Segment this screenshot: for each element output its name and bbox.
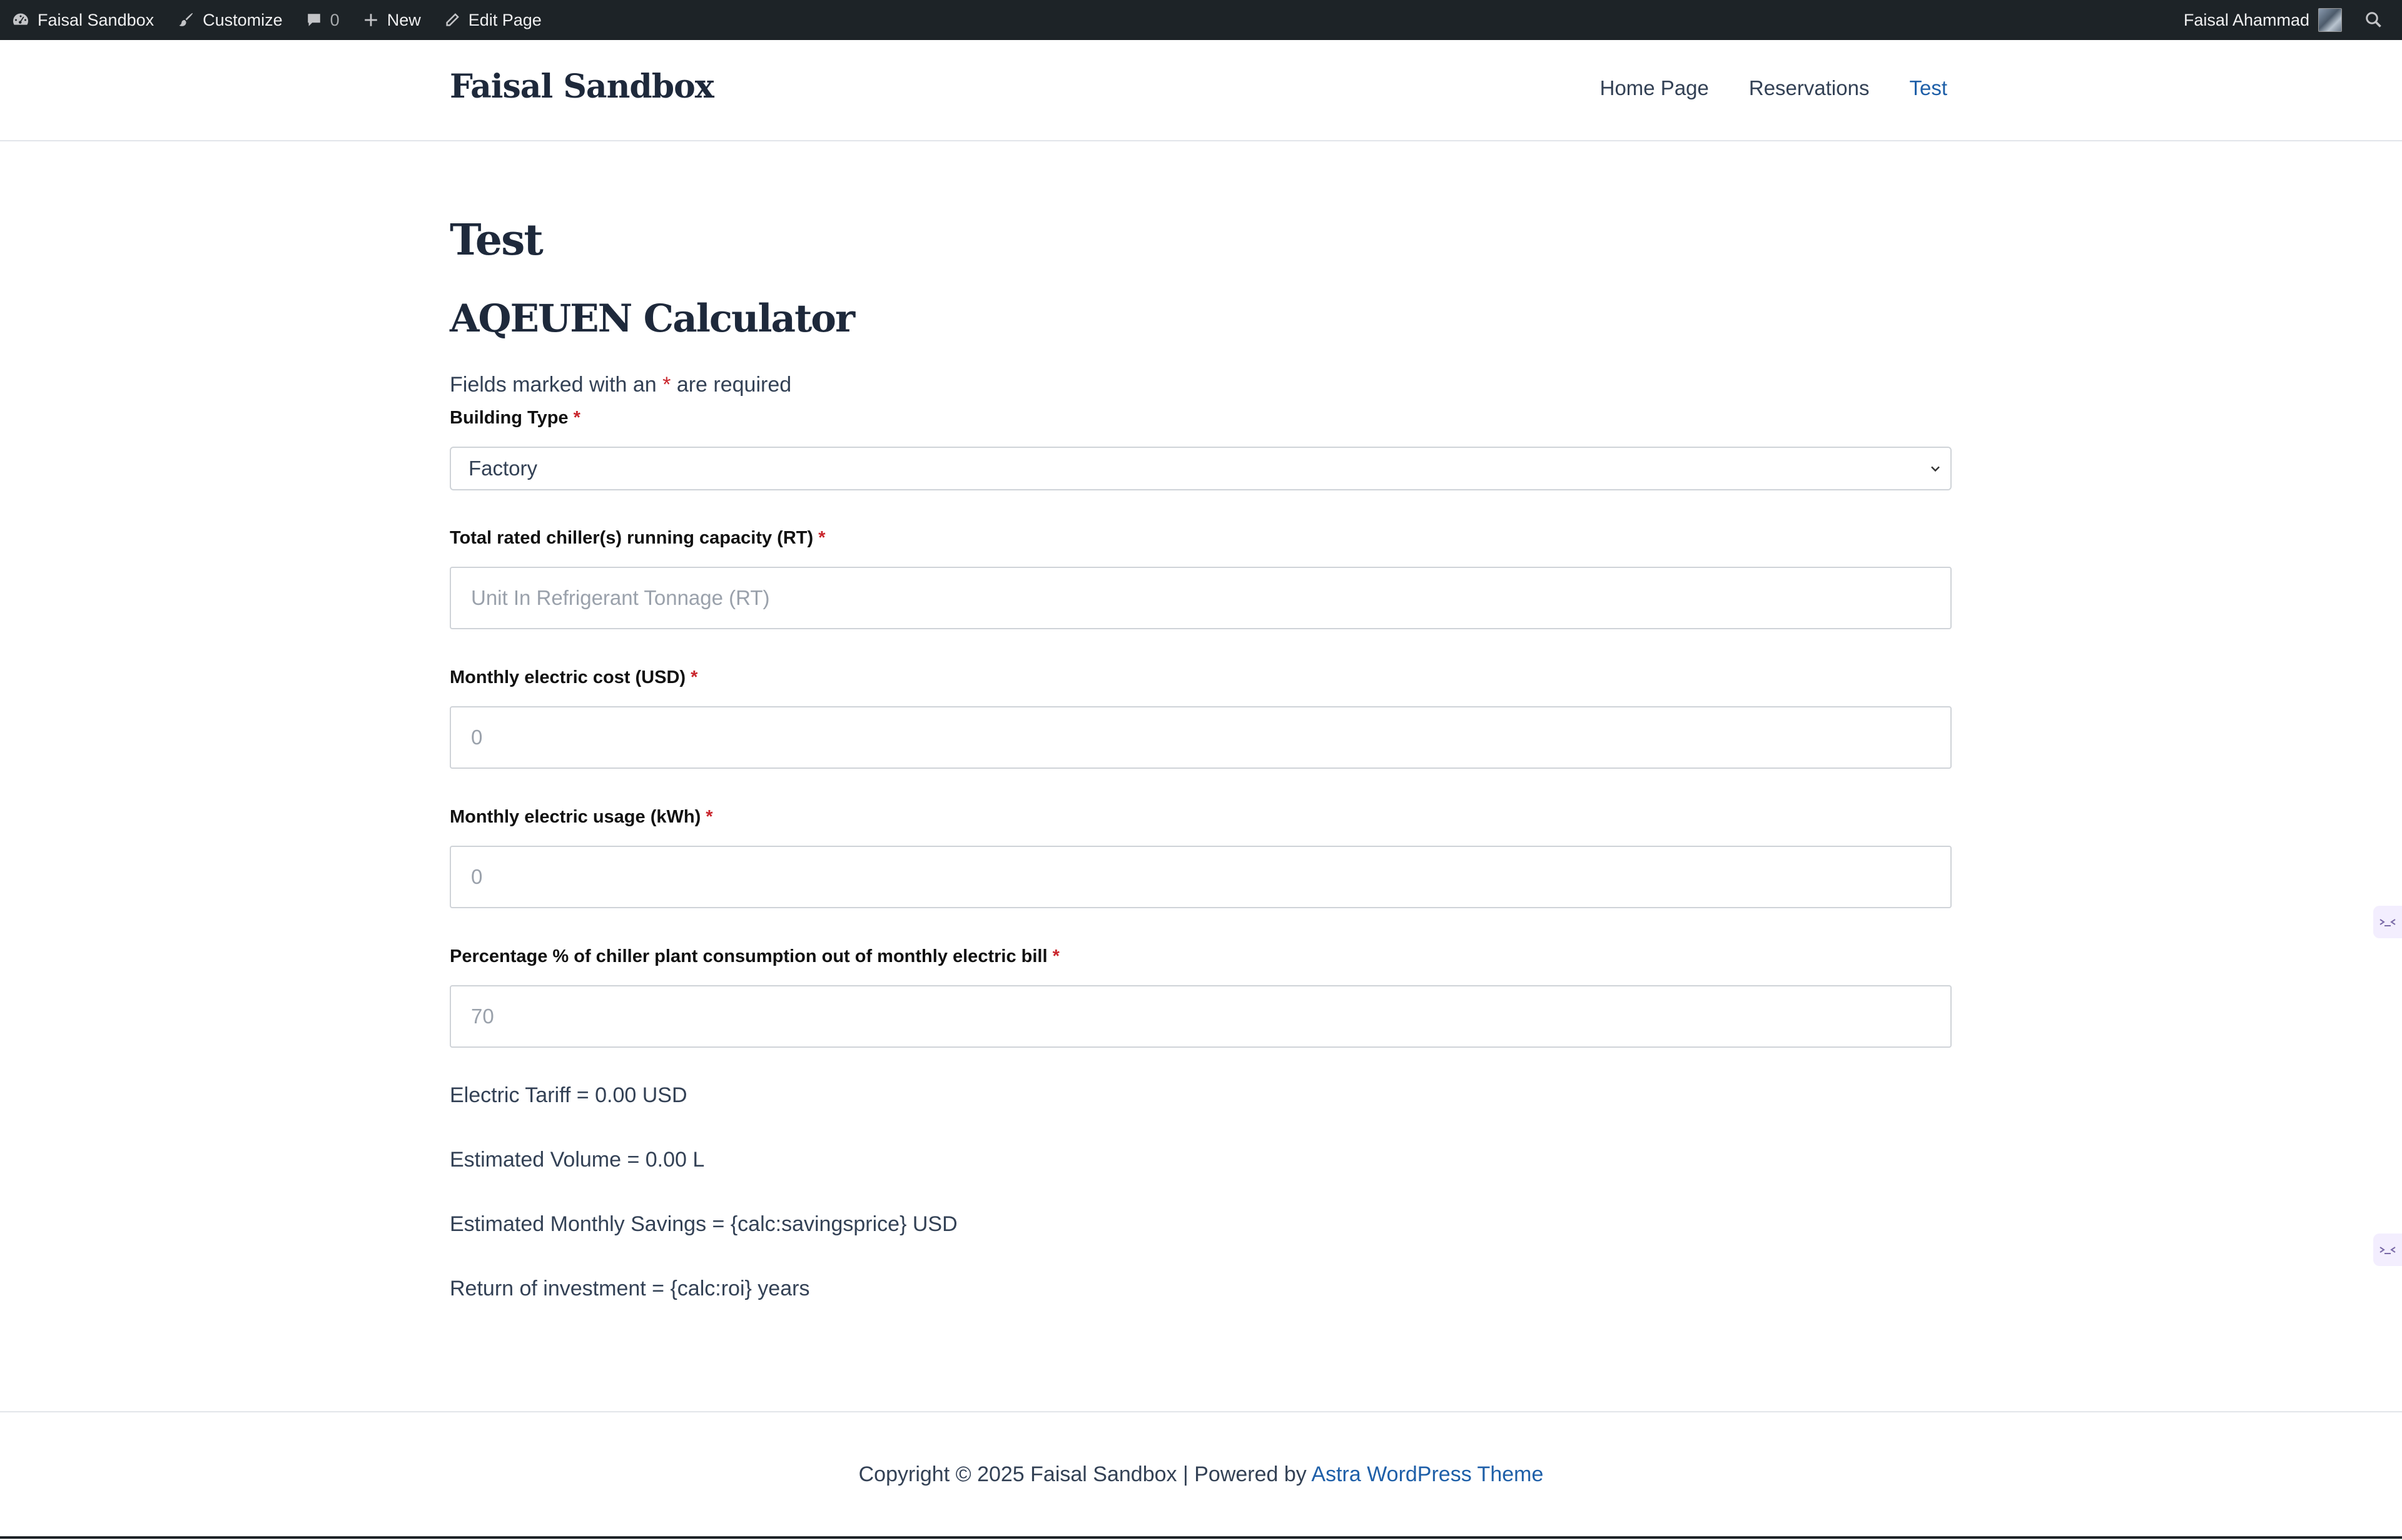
admin-bar-user-name: Faisal Ahammad [2183, 10, 2309, 29]
nav-item-reservations[interactable]: Reservations [1748, 76, 1870, 99]
admin-bar-site-link[interactable] [0, 0, 165, 40]
estimated-volume-result: Estimated Volume = 0.00 L [450, 1148, 705, 1172]
required-star: * [691, 667, 698, 687]
chiller-percentage-label [450, 946, 1060, 967]
admin-bar-new[interactable] [351, 0, 432, 40]
estimated-savings-result: Estimated Monthly Savings = {calc:savingsprice} USD [450, 1212, 958, 1236]
electric-cost-input[interactable] [450, 706, 1952, 769]
electric-usage-label-text: Monthly electric usage (kWh) [450, 807, 701, 827]
admin-bar [0, 0, 2402, 40]
admin-bar-customize-label: Customize [203, 10, 283, 29]
capacity-input[interactable] [450, 567, 1952, 629]
chiller-percentage-label-text: Percentage % of chiller plant consumption out of monthly electric bill [450, 946, 1048, 966]
footer-theme-link[interactable]: Astra WordPress Theme [1311, 1462, 1544, 1486]
building-type-label-text: Building Type [450, 408, 569, 428]
footer-copyright-text: Copyright © 2025 Faisal Sandbox | Powered by [858, 1462, 1307, 1486]
admin-bar-new-label: New [387, 10, 421, 29]
required-note-after: are required [676, 373, 792, 397]
bottom-divider [0, 1536, 2402, 1539]
nav-item-home-page[interactable]: Home Page [1599, 76, 1709, 99]
electric-cost-label [450, 667, 697, 688]
building-type-value: Factory [469, 457, 538, 480]
required-star: * [706, 807, 713, 827]
roi-result: Return of investment = {calc:roi} years [450, 1277, 810, 1300]
face-icon [2378, 1244, 2397, 1256]
chiller-percentage-input[interactable] [450, 985, 1952, 1048]
admin-bar-account[interactable] [2172, 0, 2353, 40]
dashboard-icon [11, 11, 30, 29]
paintbrush-icon [176, 11, 195, 29]
admin-bar-edit-page[interactable] [432, 0, 553, 40]
avatar [2318, 8, 2342, 32]
site-footer [0, 1411, 2402, 1540]
site-header [0, 40, 2402, 141]
admin-bar-comments[interactable] [294, 0, 351, 40]
form-title: AQEUEN Calculator [450, 296, 854, 341]
pencil-icon [443, 11, 461, 29]
footer-copyright [0, 1462, 2402, 1487]
admin-bar-search[interactable] [2353, 0, 2402, 40]
main-navigation [1600, 76, 1947, 100]
building-type-select[interactable] [450, 447, 1952, 490]
admin-bar-edit-page-label: Edit Page [468, 10, 542, 29]
plus-icon [362, 11, 380, 29]
page-title: Test [450, 215, 542, 265]
capacity-label [450, 528, 826, 549]
required-star: * [573, 408, 580, 428]
electric-cost-label-text: Monthly electric cost (USD) [450, 667, 686, 687]
building-type-label [450, 408, 580, 428]
search-icon [2364, 11, 2383, 29]
site-title[interactable]: Faisal Sandbox [450, 68, 714, 106]
capacity-label-text: Total rated chiller(s) running capacity (RT) [450, 528, 814, 548]
side-widget-toggle[interactable] [2373, 906, 2402, 938]
electric-tariff-result: Electric Tariff = 0.00 USD [450, 1083, 687, 1107]
required-star: * [662, 373, 671, 397]
side-widget-toggle[interactable] [2373, 1234, 2402, 1266]
electric-usage-input[interactable] [450, 846, 1952, 908]
comments-count: 0 [330, 10, 340, 29]
chevron-down-icon [1928, 462, 1943, 477]
required-star: * [818, 528, 826, 548]
nav-item-test[interactable]: Test [1909, 76, 1947, 99]
admin-bar-customize[interactable] [165, 0, 294, 40]
face-icon [2378, 916, 2397, 928]
required-note-before: Fields marked with an [450, 373, 657, 397]
required-fields-note [450, 373, 791, 397]
electric-usage-label [450, 807, 713, 828]
admin-bar-site-name: Faisal Sandbox [38, 10, 155, 29]
comment-icon [305, 11, 323, 29]
required-star: * [1052, 946, 1060, 966]
